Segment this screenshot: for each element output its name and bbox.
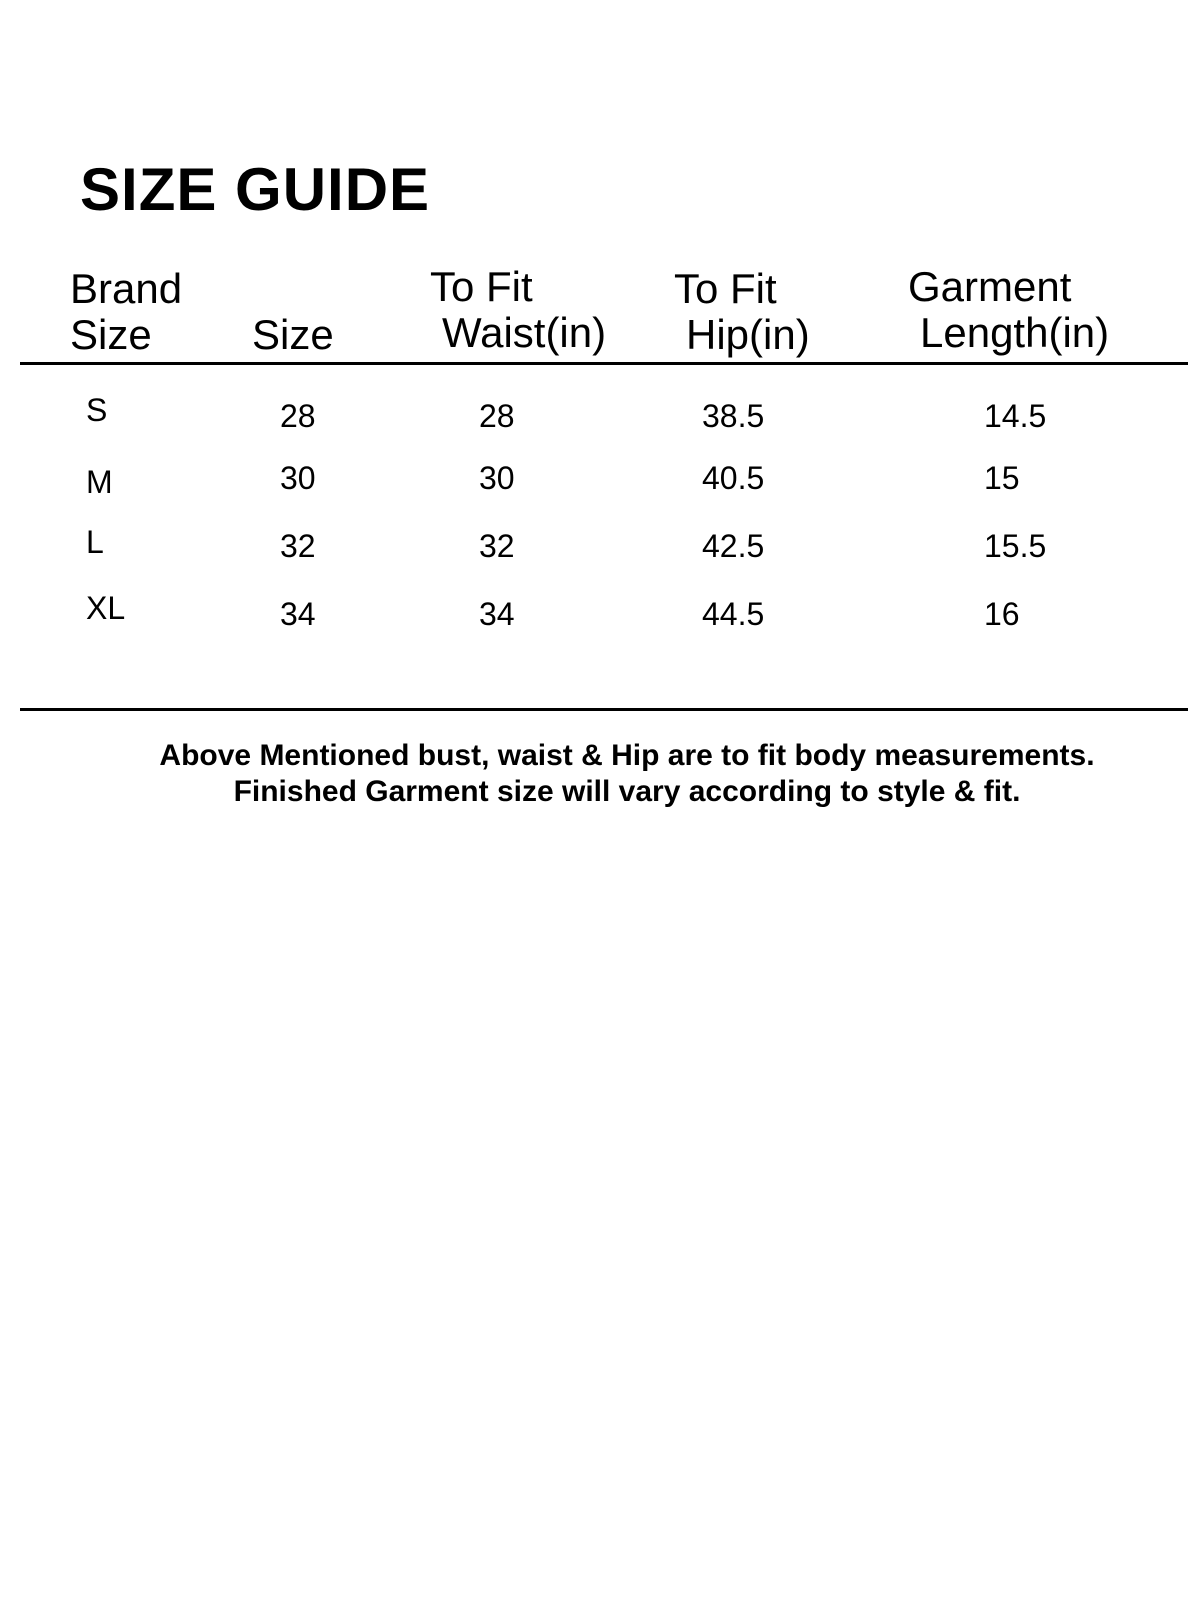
header-waist-line2: Waist(in) [442,309,607,356]
cell-hip: 38.5 [702,398,765,434]
table-row [0,524,1200,578]
cell-waist: 28 [479,398,515,434]
header-waist [430,264,606,356]
cell-size: 34 [280,596,316,632]
cell-brand-size: XL [86,590,126,626]
cell-length: 16 [984,596,1020,632]
cell-size: 32 [280,528,316,564]
header-brand-size [70,266,182,358]
cell-size: 30 [280,460,316,496]
cell-hip: 42.5 [702,528,765,564]
cell-size: 28 [280,398,316,434]
measurement-note [0,738,1200,810]
cell-brand-size: L [86,524,104,560]
header-hip-line2: Hip(in) [686,311,810,358]
cell-length: 15 [984,460,1020,496]
page-title: SIZE GUIDE [80,156,431,223]
header-size: Size [252,311,334,358]
cell-hip: 44.5 [702,596,765,632]
header-brand-size-line1: Brand [70,265,183,312]
cell-hip: 40.5 [702,460,765,496]
header-hip-line1: To Fit [674,265,777,312]
header-garment-length [908,264,1109,356]
header-brand-size-line2: Size [70,311,152,358]
cell-waist: 34 [479,596,515,632]
header-waist-line1: To Fit [430,263,533,310]
cell-length: 14.5 [984,398,1047,434]
cell-brand-size: S [86,392,108,428]
cell-length: 15.5 [984,528,1047,564]
cell-waist: 32 [479,528,515,564]
measurement-note-line1: Above Mentioned bust, waist & Hip are to fit body measurements. [159,739,1095,772]
table-bottom-divider [20,708,1188,711]
table-row [0,392,1200,448]
header-garment-length-line1: Garment [908,263,1072,310]
cell-waist: 30 [479,460,515,496]
cell-brand-size: M [86,464,113,500]
measurement-note-line2: Finished Garment size will vary according to style & fit. [233,775,1021,808]
header-garment-length-line2: Length(in) [920,309,1110,356]
table-top-divider [20,362,1188,365]
table-row [0,590,1200,646]
header-hip [674,266,810,358]
table-row [0,460,1200,510]
